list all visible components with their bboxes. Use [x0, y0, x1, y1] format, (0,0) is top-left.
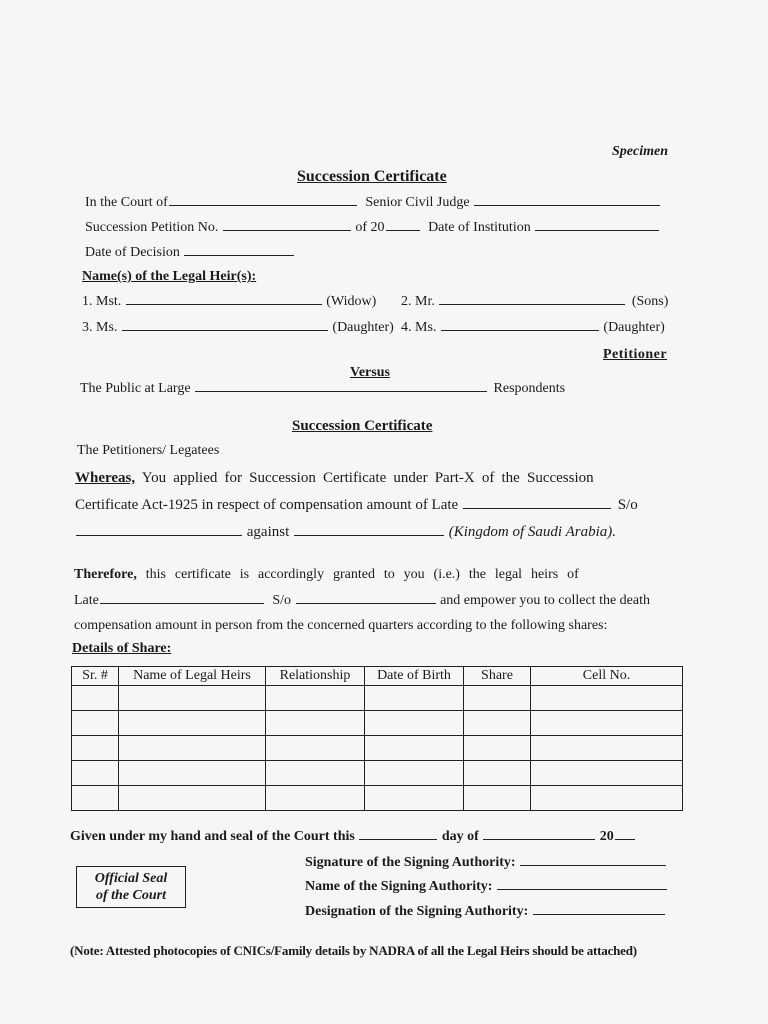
table-cell[interactable] — [531, 711, 683, 736]
col-sr: Sr. # — [72, 667, 119, 686]
table-cell[interactable] — [464, 686, 531, 711]
signature-line: Signature of the Signing Authority: — [305, 855, 667, 871]
table-cell[interactable] — [72, 711, 119, 736]
col-relationship: Relationship — [266, 667, 365, 686]
table-cell[interactable] — [531, 761, 683, 786]
table-cell[interactable] — [266, 711, 365, 736]
judge-name-field[interactable] — [474, 204, 660, 206]
heir4-field[interactable] — [441, 329, 599, 331]
table-cell[interactable] — [464, 711, 531, 736]
table-cell[interactable] — [464, 736, 531, 761]
designation-line: Designation of the Signing Authority: — [305, 904, 666, 920]
therefore-line-2: Late S/o and empower you to collect the death — [74, 593, 650, 608]
late-name-field[interactable] — [100, 602, 264, 604]
table-cell[interactable] — [119, 686, 266, 711]
against-field[interactable] — [294, 534, 444, 536]
petitioner-label: Petitioner — [603, 347, 668, 362]
official-seal-box: Official Seal of the Court — [76, 866, 186, 908]
table-cell[interactable] — [266, 786, 365, 811]
heir-row-3: 3. Ms. (Daughter) — [82, 320, 394, 335]
share-table — [71, 666, 683, 811]
table-cell[interactable] — [531, 786, 683, 811]
given-month-field[interactable] — [483, 838, 595, 840]
institution-date-field[interactable] — [535, 229, 659, 231]
heirs-heading: Name(s) of the Legal Heir(s): — [82, 269, 257, 284]
table-cell[interactable] — [365, 761, 464, 786]
decision-line: Date of Decision — [85, 245, 295, 261]
heir-row-4: 4. Ms. (Daughter) — [401, 320, 665, 335]
heir-row-1: 1. Mst. (Widow) — [82, 294, 377, 309]
col-share: Share — [464, 667, 531, 686]
table-row — [72, 786, 683, 811]
given-line: Given under my hand and seal of the Court this day of 20 — [70, 829, 636, 845]
public-field[interactable] — [195, 390, 487, 392]
father-name-field[interactable] — [76, 534, 242, 536]
court-name-field[interactable] — [169, 204, 357, 206]
whereas-line-2: Certificate Act-1925 in respect of compensation amount of Late S/o — [75, 497, 638, 513]
table-cell[interactable] — [119, 761, 266, 786]
table-cell[interactable] — [365, 686, 464, 711]
table-cell[interactable] — [119, 786, 266, 811]
col-name: Name of Legal Heirs — [119, 667, 266, 686]
signer-name-line: Name of the Signing Authority: — [305, 879, 668, 895]
table-row — [72, 761, 683, 786]
respondents-line: The Public at Large Respondents — [80, 381, 566, 396]
specimen-label: Specimen — [612, 144, 668, 159]
signer-name-field[interactable] — [497, 888, 667, 890]
heir3-field[interactable] — [122, 329, 328, 331]
court-line: In the Court of Senior Civil Judge — [85, 195, 661, 211]
table-cell[interactable] — [365, 711, 464, 736]
table-cell[interactable] — [119, 736, 266, 761]
petition-year-field[interactable] — [386, 229, 420, 231]
petition-line: Succession Petition No. of 20 Date of Institution — [85, 220, 660, 236]
table-cell[interactable] — [531, 686, 683, 711]
col-dob: Date of Birth — [365, 667, 464, 686]
table-row — [72, 686, 683, 711]
table-cell[interactable] — [365, 786, 464, 811]
table-cell[interactable] — [531, 736, 683, 761]
so-name-field[interactable] — [296, 602, 436, 604]
designation-field[interactable] — [533, 913, 665, 915]
table-cell[interactable] — [72, 686, 119, 711]
table-cell[interactable] — [119, 711, 266, 736]
whereas-line-1: Whereas, You applied for Succession Certificate under Part-X of the Succession — [75, 470, 594, 486]
decision-date-field[interactable] — [184, 254, 294, 256]
heir-row-2: 2. Mr. (Sons) — [401, 294, 669, 309]
table-cell[interactable] — [365, 736, 464, 761]
table-cell[interactable] — [72, 761, 119, 786]
petition-no-field[interactable] — [223, 229, 351, 231]
note-text: (Note: Attested photocopies of CNICs/Family details by NADRA of all the Legal Heirs should be attached) — [70, 943, 637, 958]
table-row — [72, 736, 683, 761]
table-cell[interactable] — [72, 786, 119, 811]
subtitle: Succession Certificate — [292, 418, 433, 434]
table-cell[interactable] — [72, 736, 119, 761]
table-cell[interactable] — [266, 736, 365, 761]
table-cell[interactable] — [266, 761, 365, 786]
versus-label: Versus — [350, 365, 390, 380]
heir2-field[interactable] — [439, 303, 625, 305]
whereas-line-3: against (Kingdom of Saudi Arabia). — [75, 524, 616, 541]
deceased-name-field[interactable] — [463, 507, 611, 509]
table-header-row — [72, 667, 683, 686]
page-title: Succession Certificate — [297, 168, 447, 185]
heir1-field[interactable] — [126, 303, 322, 305]
legatees-label: The Petitioners/ Legatees — [77, 443, 220, 458]
therefore-line-1: Therefore, this certificate is accordingly granted to you (i.e.) the legal heirs of — [74, 567, 579, 582]
table-row — [72, 711, 683, 736]
col-cell: Cell No. — [531, 667, 683, 686]
given-day-field[interactable] — [359, 838, 437, 840]
therefore-line-3: compensation amount in person from the concerned quarters according to the following shares: — [74, 618, 608, 633]
details-heading: Details of Share: — [72, 641, 172, 656]
signature-field[interactable] — [520, 864, 666, 866]
table-cell[interactable] — [266, 686, 365, 711]
table-cell[interactable] — [464, 761, 531, 786]
table-cell[interactable] — [464, 786, 531, 811]
share-table-body — [72, 686, 683, 811]
given-year-field[interactable] — [615, 838, 635, 840]
